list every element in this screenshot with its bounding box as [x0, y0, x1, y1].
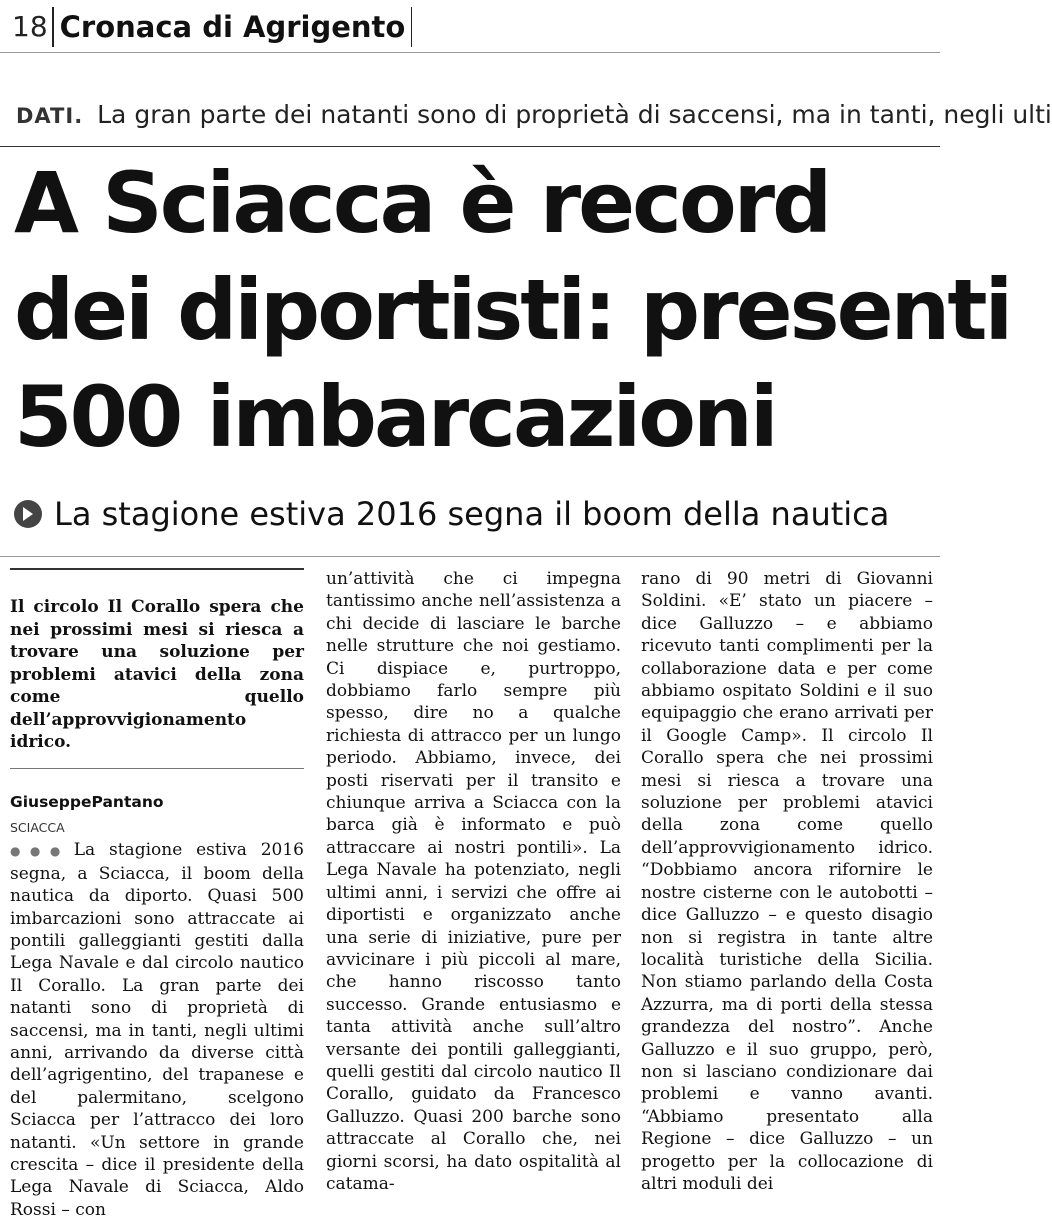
masthead-divider [0, 52, 940, 53]
headline [14, 150, 1011, 471]
headline-line-2: dei diportisti: presenti [14, 261, 1011, 359]
kicker-text: La gran parte dei natanti sono di proprietà di saccensi, ma in tanti, negli ulti [97, 100, 1052, 129]
author-byline: GiuseppePantano [10, 792, 164, 811]
article-body-col1 [10, 839, 304, 1221]
play-bullet-icon [14, 500, 42, 528]
article-column-1 [10, 568, 304, 1221]
subhead [14, 495, 934, 533]
article-body-col1-text: La stagione estiva 2016 segna, a Sciacca, il boom della nautica da diporto. Quasi 500 imbarcazioni sono attraccate ai pontili galleggianti gestiti dalla Lega Navale e dal circolo nautico Il Corallo. La gran parte dei natanti sono di proprietà di saccensi, ma in tanti, negli ultimi anni, arrivando da diverse città dell’agrigentino, del trapanese e del palermitano, scelgono Sciacca per l’attracco dei loro natanti. «Un settore in grande crescita – dice il presidente della Lega Navale di Sciacca, Aldo Rossi – con [10, 840, 304, 1220]
lead-dots-icon: ●●● [10, 844, 70, 859]
article-column-3 [641, 568, 933, 1195]
headline-line-1: A Sciacca è record [14, 154, 830, 252]
section-title: Cronaca di Agrigento [54, 7, 413, 47]
kicker-divider [0, 146, 940, 147]
article-body-col2: un’attività che ci impegna tantissimo anche nell’assistenza a chi decide di lasciare le barche nelle strutture che noi gestiamo. Ci dispiace e, purtroppo, dobbiamo farlo sempre più spesso, dire no a qualche richiesta di attracco per un lungo periodo. Abbiamo, invece, dei posti riservati per il transito e chiunque arriva a Sciacca con la barca già è informato e può attraccare ai nostri pontili». La Lega Navale ha potenziato, negli ultimi anni, i servizi che offre ai diportisti e organizzato anche una serie di iniziative, pure per avvicinare i più piccoli al mare, che hanno riscosso tanto successo. Grande entusiasmo e tanta attività anche sull’altro versante dei pontili galleggianti, quelli gestiti dal circolo nautico Il Corallo, guidato da Francesco Galluzzo. Quasi 200 barche sono attraccate al Corallo che, nei giorni scorsi, ha dato ospitalità al catama- [326, 569, 621, 1194]
summary-divider [10, 768, 304, 769]
subhead-divider [0, 556, 940, 557]
subhead-text: La stagione estiva 2016 segna il boom della nautica [54, 495, 890, 533]
kicker-label: DATI. [16, 104, 84, 128]
page-number: 18 [12, 7, 54, 47]
article-body-col3: rano di 90 metri di Giovanni Soldini. «E’ stato un piacere – dice Galluzzo – e abbiamo ricevuto tanti complimenti per la collaborazione data e per come abbiamo ospitato Soldini e il suo equipaggio che erano arrivati per il Google Camp». Il circolo Il Corallo spera che nei prossimi mesi si riesca a trovare una soluzione per problemi atavici della zona come quello dell’approvvigionamento idrico. “Dobbiamo ancora rifornire le nostre cisterne con le autobotti – dice Galluzzo – e questo disagio non si registra in tante altre località turistiche della Sicilia. Non stiamo parlando della Costa Azzurra, ma di porti della stessa grandezza del nostro”. Anche Galluzzo e il suo gruppo, però, non si lasciano condizionare dai problemi e vanno avanti. “Abbiamo presentato alla Regione – dice Galluzzo – un progetto per la collocazione di altri moduli dei [641, 569, 933, 1194]
dateline: SCIACCA [10, 819, 65, 835]
article-column-2 [326, 568, 621, 1195]
masthead [12, 2, 412, 52]
headline-line-3: 500 imbarcazioni [14, 368, 776, 466]
article-summary: Il circolo Il Corallo spera che nei prossimi mesi si riesca a trovare una soluzione per problemi atavici della zona come quello dell’approvvigionamento idrico. [10, 568, 304, 754]
kicker [16, 100, 1052, 129]
